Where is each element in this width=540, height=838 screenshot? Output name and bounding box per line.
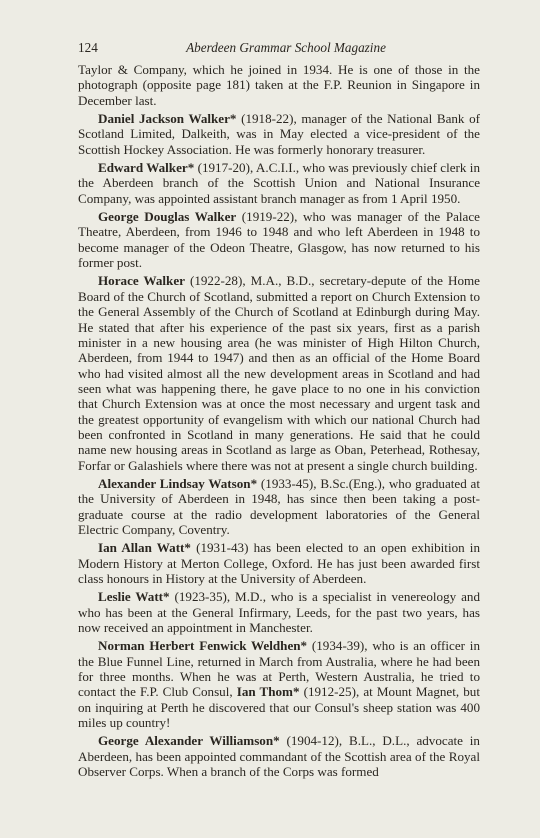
- entry-paragraph: [78, 589, 480, 635]
- entry-paragraph: [78, 638, 480, 730]
- entry-text: (1918-22), manager of the National Bank of Scotland Limited, Dalkeith, was in May elected a vice-president of the Scottish Hockey Association. He was formerly honorary treasurer.: [78, 111, 480, 157]
- entry-name: George Alexander Williamson*: [98, 733, 280, 749]
- entry-paragraph: [78, 160, 480, 206]
- entry-paragraph: [78, 209, 480, 270]
- entry-text: (1934-39), who is an officer in the Blue Funnel Line, returned in March from Australia, where he had been for three months. When he was at Perth, Western Australia, he tried to contact the F.P. Club Consul,: [78, 638, 480, 700]
- entry-text: (1919-22), who was manager of the Palace Theatre, Aberdeen, from 1946 to 1948 and who left Aberdeen in 1948 to become manager of the Odeon Theatre, Glasgow, has now returned to his former post.: [78, 209, 480, 271]
- entry-name: Edward Walker*: [98, 160, 195, 176]
- entry-text: Taylor & Company, which he joined in 1934. He is one of those in the photograph (opposite page 181) taken at the F.P. Reunion in Singapore in December last.: [78, 62, 480, 108]
- entry-text: (1923-35), M.D., who is a specialist in venereology and who has been at the General Infirmary, Leeds, for the past two years, has now received an appointment in Manchester.: [78, 589, 480, 636]
- entry-text: (1904-12), B.L., D.L., advocate in Aberdeen, has been appointed commandant of the Scottish area of the Royal Observer Corps. When a branch of the Corps was formed: [78, 733, 480, 780]
- entry-text: (1917-20), A.C.I.I., who was previously chief clerk in the Aberdeen branch of the Scottish Union and National Insurance Company, was appointed assistant branch manager as from 1 April 1950.: [78, 160, 480, 206]
- entry-name: Norman Herbert Fenwick Weldhen*: [98, 638, 308, 654]
- entry-text: (1922-28), M.A., B.D., secretary-depute of the Home Board of the Church of Scotland, submitted a report on Church Extension to the General Assembly of the Church of Scotland at Edinburgh during May. He stated that after his experience of the past six years, first as a parish minister in a new housing area (he was minister of High Hilton Church, Aberdeen, from 1944 to 1947) and then as an official of the Home Board who had visited almost all the new development areas in Scotland and had seen what was happening there, he gave place to no one in his conviction that Church Extension was at once the most necessary and urgent task and the greatest opportunity of evangelism with which our national Church had been confronted in Scotland in many generations. He said that he could name new housing areas in Scotland as large as Oban, Peterhead, Rothesay, Forfar or Galashiels where there was not at present a single church building.: [78, 273, 480, 473]
- entry-name: Leslie Watt*: [98, 589, 170, 605]
- entry-name: Daniel Jackson Walker*: [98, 111, 237, 127]
- entry-text: (1931-43) has been elected to an open exhibition in Modern History at Merton College, Oxford. He has just been awarded first class honours in History at the University of Aberdeen.: [78, 540, 480, 586]
- entry-paragraph: [78, 111, 480, 157]
- running-title: Aberdeen Grammar School Magazine: [186, 40, 386, 55]
- entry-inline-name: Ian Thom*: [236, 684, 300, 700]
- entry-paragraph: [78, 273, 480, 472]
- entry-name: George Douglas Walker: [98, 209, 237, 225]
- page-number: 124: [78, 40, 98, 55]
- entry-name: Alexander Lindsay Watson*: [98, 475, 258, 491]
- entry-text: (1933-45), B.Sc.(Eng.), who graduated at the University of Aberdeen in 1948, has since then been taking a post-graduate course at the radio development laboratories of the General Electric Company, Coventry.: [78, 475, 480, 537]
- entry-name: Ian Allan Watt*: [98, 540, 191, 556]
- entry-paragraph: [78, 62, 480, 108]
- article-body: [78, 62, 480, 782]
- entry-name: Horace Walker: [98, 273, 185, 289]
- entry-text-continued: (1912-25), at Mount Magnet, but on inquiring at Perth he discovered that our Consul's sheep station was 400 miles up country!: [78, 684, 480, 731]
- entry-paragraph: [78, 733, 480, 779]
- entry-paragraph: [78, 476, 480, 537]
- page-header: [78, 40, 480, 56]
- entry-paragraph: [78, 540, 480, 586]
